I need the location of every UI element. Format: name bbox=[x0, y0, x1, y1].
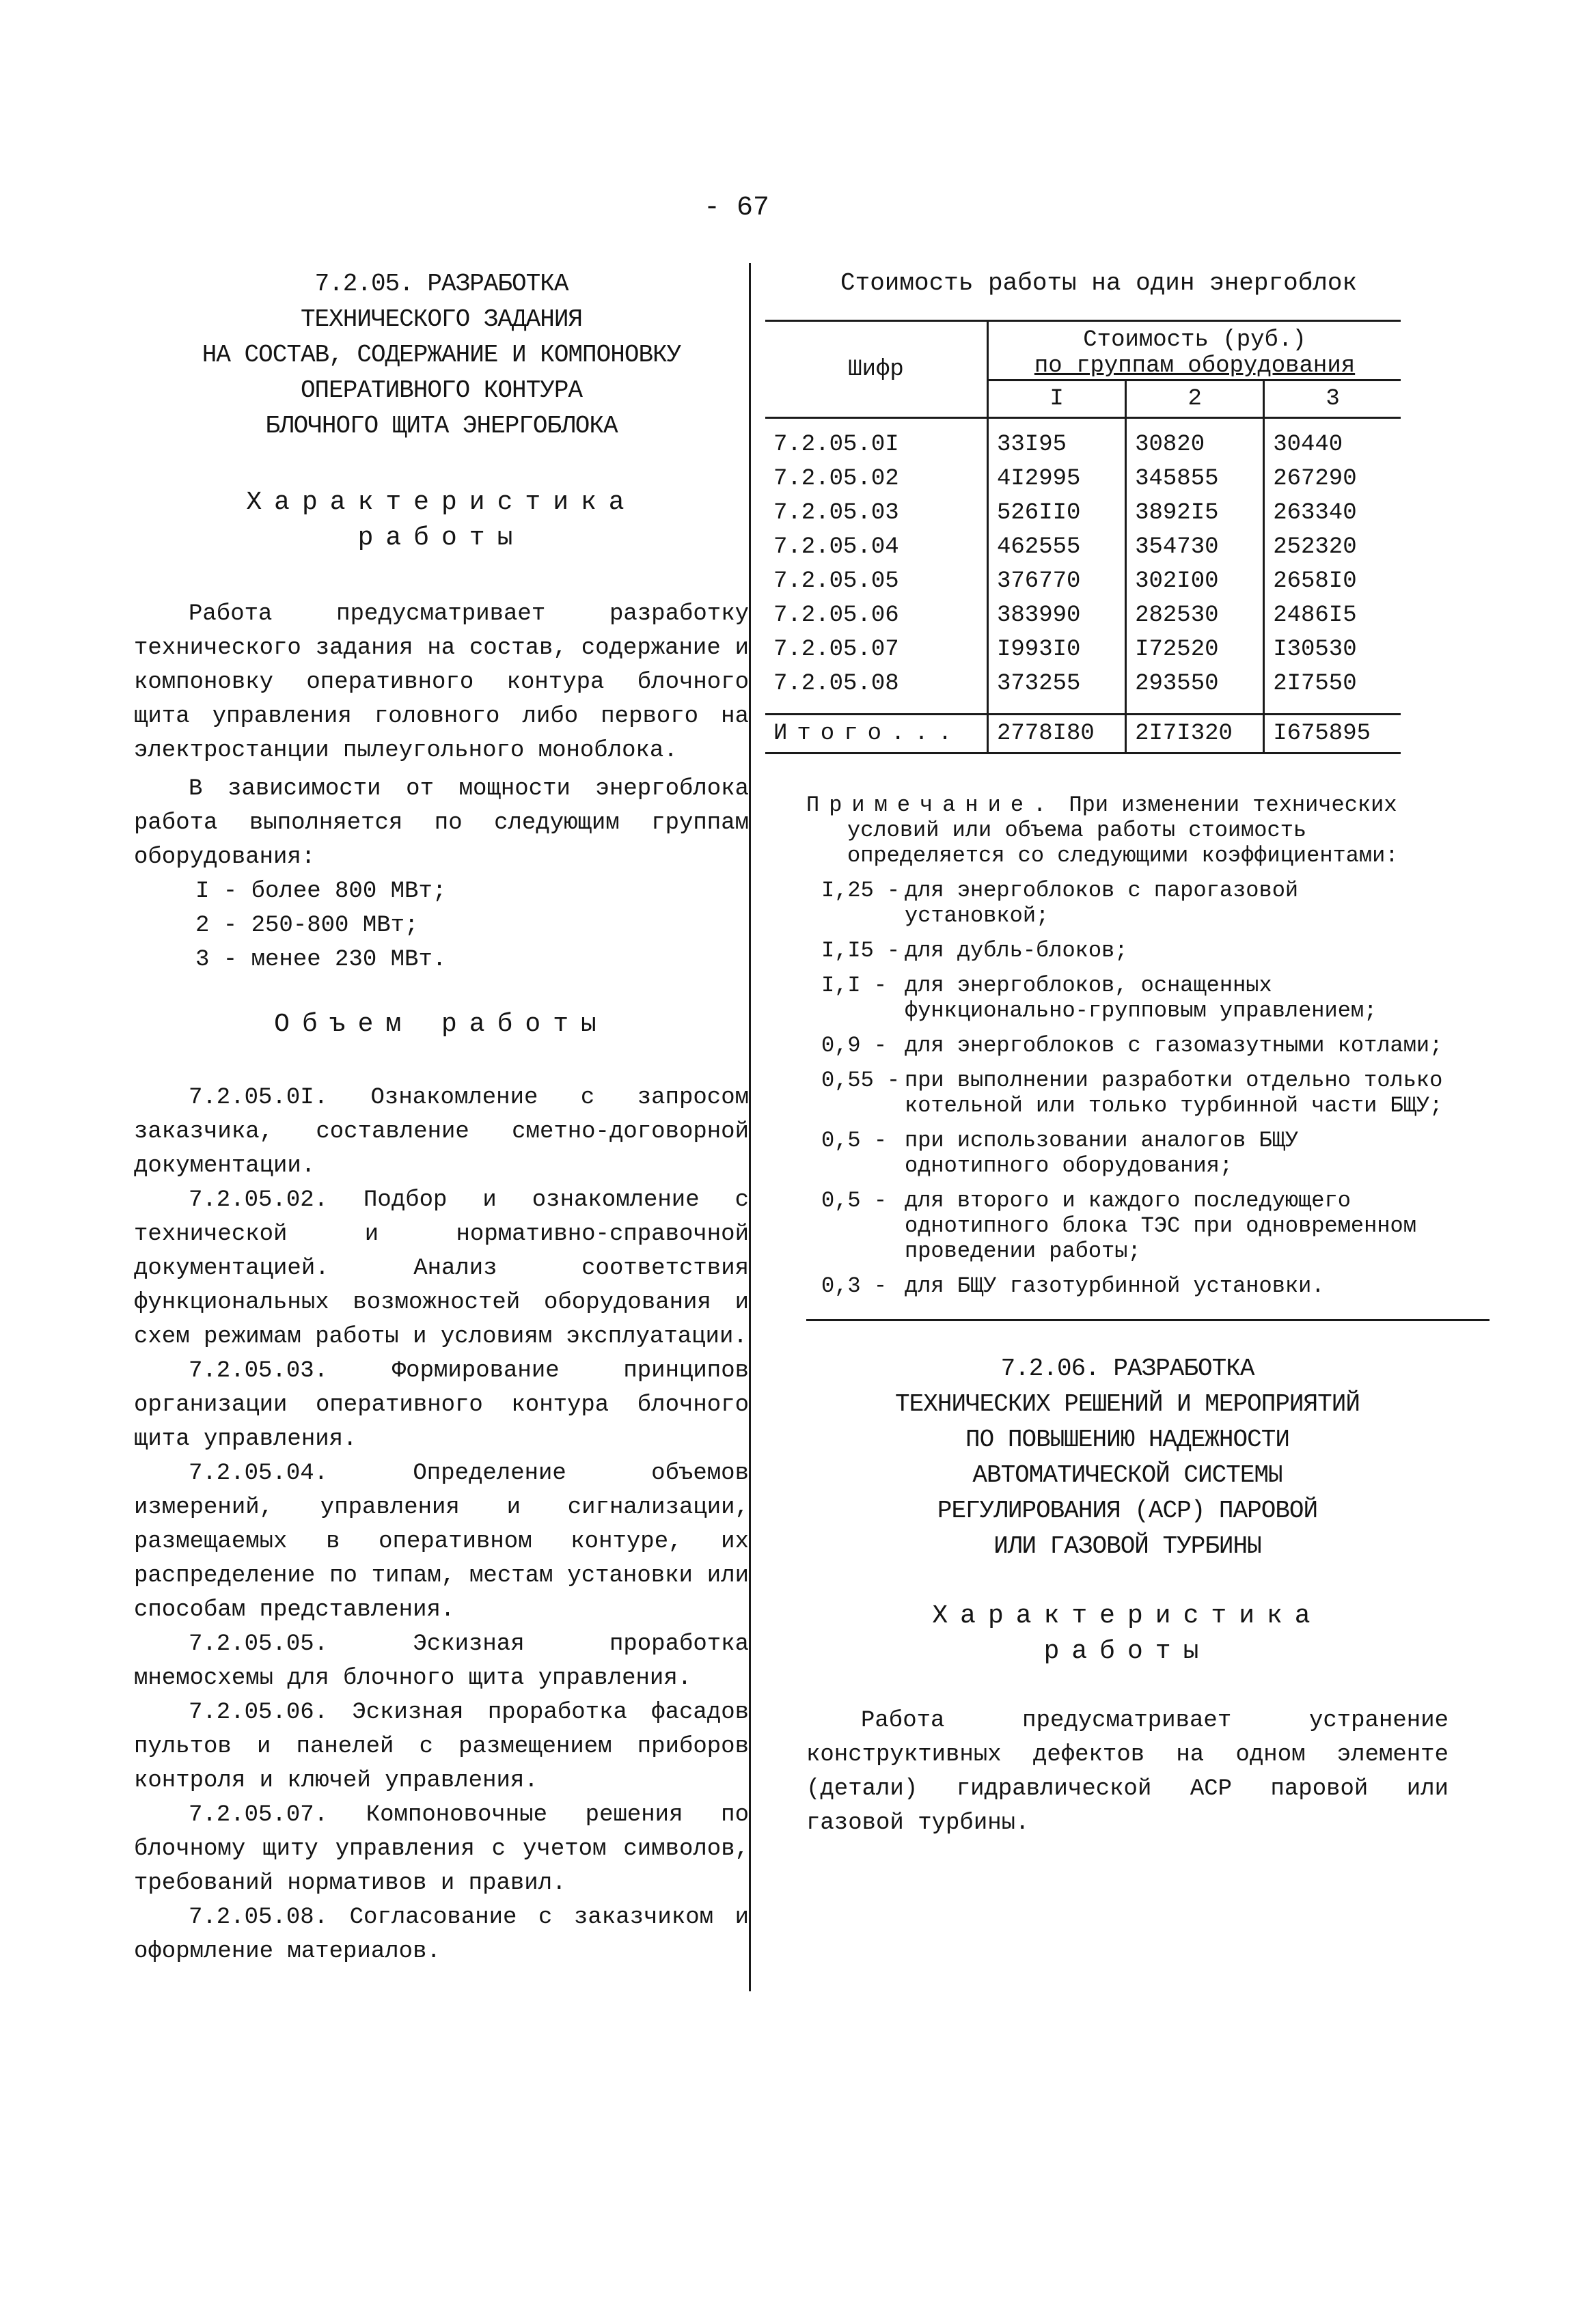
cell-value: 263340 bbox=[1264, 496, 1401, 530]
cell-value: 2I7550 bbox=[1264, 667, 1401, 701]
characteristic-heading: Характеристика bbox=[246, 488, 637, 517]
cell-value: 30440 bbox=[1264, 428, 1401, 462]
cell-value: 376770 bbox=[988, 564, 1126, 598]
title-line: 7.2.05. РАЗРАБОТКА bbox=[314, 270, 568, 298]
table-row bbox=[765, 667, 1401, 701]
cell-value: 345855 bbox=[1126, 462, 1264, 496]
coefficient-item bbox=[821, 1068, 1449, 1118]
note-text: При изменении технических условий или объема работы стоимость определяется со следующими коэффициентами: bbox=[847, 792, 1399, 868]
coefficient-value: I,25 - bbox=[821, 878, 901, 903]
work-item: 7.2.05.0I. Ознакомление с запросом заказчика, составление сметно-договорной документации. bbox=[134, 1085, 749, 1179]
row-code: 7.2.05.02 bbox=[773, 465, 899, 492]
title-line: НА СОСТАВ, СОДЕРЖАНИЕ И КОМПОНОВКУ bbox=[202, 341, 681, 369]
coefficient-item bbox=[821, 1128, 1449, 1178]
coefficient-value: 0,5 - bbox=[821, 1128, 888, 1153]
coefficient-value: I,I5 - bbox=[821, 938, 901, 963]
total-row bbox=[765, 715, 1401, 753]
cell-value: I72520 bbox=[1126, 633, 1264, 667]
title-line: 7.2.06. РАЗРАБОТКА bbox=[1000, 1355, 1254, 1383]
coefficient-item bbox=[821, 938, 1449, 963]
section-title-7-2-05 bbox=[134, 266, 749, 444]
cell-value: 354730 bbox=[1126, 530, 1264, 564]
coefficient-text: для БЩУ газотурбинной установки. bbox=[905, 1273, 1325, 1299]
cell-value: 30820 bbox=[1126, 428, 1264, 462]
note-block bbox=[765, 792, 1449, 1299]
coefficient-text: при выполнении разработки отдельно только котельной или только турбинной части БЩУ; bbox=[905, 1068, 1443, 1118]
coefficient-item bbox=[821, 1188, 1449, 1264]
row-code: 7.2.05.03 bbox=[773, 499, 899, 526]
table-row bbox=[765, 428, 1401, 462]
cell-value: 302I00 bbox=[1126, 564, 1264, 598]
coefficient-item bbox=[821, 973, 1449, 1023]
cell-value: I30530 bbox=[1264, 633, 1401, 667]
cell-value: 526II0 bbox=[988, 496, 1126, 530]
cell-value: 2658I0 bbox=[1264, 564, 1401, 598]
title-line: РЕГУЛИРОВАНИЯ (АСР) ПАРОВОЙ bbox=[937, 1497, 1318, 1525]
total-label: Итого... bbox=[765, 715, 988, 753]
coefficient-value: 0,9 - bbox=[821, 1033, 888, 1058]
title-line: АВТОМАТИЧЕСКОЙ СИСТЕМЫ bbox=[972, 1461, 1282, 1489]
cost-header-title: Стоимость (руб.) bbox=[1083, 327, 1306, 353]
title-line: ИЛИ ГАЗОВОЙ ТУРБИНЫ bbox=[993, 1532, 1261, 1560]
cost-header-subtitle: по группам оборудования bbox=[1034, 353, 1356, 379]
cell-value: 3892I5 bbox=[1126, 496, 1264, 530]
column-header-cost bbox=[988, 321, 1401, 381]
cell-value: 267290 bbox=[1264, 462, 1401, 496]
row-code: 7.2.05.06 bbox=[773, 602, 899, 628]
row-code: 7.2.05.07 bbox=[773, 636, 899, 663]
cell-value: 373255 bbox=[988, 667, 1126, 701]
coefficient-item bbox=[821, 878, 1449, 928]
cell-value: 2486I5 bbox=[1264, 598, 1401, 633]
table-row bbox=[765, 462, 1401, 496]
work-item: 7.2.05.07. Компоновочные решения по блочному щиту управления с учетом символов, требований нормативов и правил. bbox=[134, 1802, 749, 1896]
work-item: 7.2.05.04. Определение объемов измерений, управления и сигнализации, размещаемых в оперативном контуре, их распределение по типам, местам установки или способам представления. bbox=[134, 1461, 749, 1623]
table-row bbox=[765, 598, 1401, 633]
title-line: ТЕХНИЧЕСКИХ РЕШЕНИЙ И МЕРОПРИЯТИЙ bbox=[895, 1390, 1360, 1418]
work-item: 7.2.05.08. Согласование с заказчиком и оформление материалов. bbox=[134, 1905, 749, 1965]
row-code: 7.2.05.08 bbox=[773, 670, 899, 697]
left-column bbox=[134, 266, 749, 1969]
coefficient-value: I,I - bbox=[821, 973, 888, 998]
coefficient-item bbox=[821, 1033, 1449, 1058]
section-title-7-2-06 bbox=[806, 1351, 1449, 1564]
table-row bbox=[765, 564, 1401, 598]
column-header-group: 3 bbox=[1264, 381, 1401, 418]
coefficient-text: для энергоблоков, оснащенных функционально-групповым управлением; bbox=[905, 973, 1377, 1023]
coefficient-text: для энергоблоков с парогазовой установкой; bbox=[905, 878, 1299, 928]
table-row bbox=[765, 633, 1401, 667]
cell-value: 252320 bbox=[1264, 530, 1401, 564]
characteristic-heading-2: работы bbox=[1043, 1637, 1211, 1666]
total-value: 2I7I320 bbox=[1126, 715, 1264, 753]
page-number: - 67 bbox=[704, 193, 770, 223]
work-item: 7.2.05.03. Формирование принципов организации оперативного контура блочного щита управления. bbox=[134, 1358, 749, 1452]
cell-value: 33I95 bbox=[988, 428, 1126, 462]
note-label: Примечание. bbox=[806, 792, 1056, 818]
list-item: I - более 800 МВт; bbox=[195, 879, 447, 904]
title-line: ОПЕРАТИВНОГО КОНТУРА bbox=[300, 376, 583, 404]
work-item: 7.2.05.06. Эскизная проработка фасадов пультов и панелей с размещением приборов контроля и ключей управления. bbox=[134, 1700, 749, 1794]
cell-value: 293550 bbox=[1126, 667, 1264, 701]
row-code: 7.2.05.0I bbox=[773, 431, 899, 458]
cell-value: I993I0 bbox=[988, 633, 1126, 667]
title-line: БЛОЧНОГО ЩИТА ЭНЕРГОБЛОКА bbox=[265, 412, 618, 440]
coefficient-item bbox=[821, 1273, 1449, 1299]
cell-value: 462555 bbox=[988, 530, 1126, 564]
column-header-group: I bbox=[988, 381, 1126, 418]
list-item: 3 - менее 230 МВт. bbox=[195, 947, 447, 973]
coefficient-value: 0,3 - bbox=[821, 1273, 888, 1299]
table-row bbox=[765, 530, 1401, 564]
total-value: I675895 bbox=[1264, 715, 1401, 753]
title-line: ТЕХНИЧЕСКОГО ЗАДАНИЯ bbox=[300, 305, 583, 333]
cell-value: 282530 bbox=[1126, 598, 1264, 633]
equipment-groups-list bbox=[134, 874, 749, 977]
characteristic-heading-2: работы bbox=[357, 523, 525, 553]
cell-value: 4I2995 bbox=[988, 462, 1126, 496]
coefficient-text: для второго и каждого последующего однотипного блока ТЭС при одновременном проведении работы; bbox=[905, 1188, 1416, 1264]
list-item: 2 - 250-800 МВт; bbox=[195, 913, 419, 939]
work-item: 7.2.05.02. Подбор и ознакомление с технической и нормативно-справочной документацией. Анализ соответствия функциональных возможностей оборудования и схем режимам работы и условиям эксплуатации. bbox=[134, 1187, 749, 1350]
row-code: 7.2.05.04 bbox=[773, 534, 899, 560]
work-item: 7.2.05.05. Эскизная проработка мнемосхемы для блочного щита управления. bbox=[134, 1631, 749, 1691]
coefficient-value: 0,55 - bbox=[821, 1068, 901, 1093]
coefficient-value: 0,5 - bbox=[821, 1188, 888, 1213]
title-line: ПО ПОВЫШЕНИЮ НАДЕЖНОСТИ bbox=[965, 1426, 1289, 1454]
characteristic-heading: Характеристика bbox=[932, 1601, 1323, 1631]
total-value: 2778I80 bbox=[988, 715, 1126, 753]
work-description: Работа предусматривает устранение конструктивных дефектов на одном элементе (детали) гидравлической АСР паровой или газовой турбины. bbox=[806, 1708, 1449, 1836]
column-divider bbox=[749, 263, 751, 1991]
coefficient-text: для дубль-блоков; bbox=[905, 938, 1128, 963]
coefficient-text: при использовании аналогов БЩУ однотипного оборудования; bbox=[905, 1128, 1299, 1178]
work-description: Работа предусматривает разработку технического задания на состав, содержание и компоновку оперативного контура блочного щита управления головного либо первого на электростанции пылеугольного моноблока. bbox=[134, 601, 749, 764]
column-header-group: 2 bbox=[1126, 381, 1264, 418]
right-column bbox=[765, 266, 1449, 1840]
note-intro bbox=[806, 792, 1449, 868]
cell-value: 383990 bbox=[988, 598, 1126, 633]
volume-heading: Объем работы bbox=[274, 1010, 609, 1039]
column-header-code: Шифр bbox=[765, 321, 988, 418]
row-code: 7.2.05.05 bbox=[773, 568, 899, 594]
groups-intro: В зависимости от мощности энергоблока работа выполняется по следующим группам оборудования: bbox=[134, 776, 749, 870]
table-caption: Стоимость работы на один энергоблок bbox=[840, 269, 1358, 297]
cost-table bbox=[765, 320, 1401, 754]
coefficient-text: для энергоблоков с газомазутными котлами; bbox=[905, 1033, 1443, 1058]
table-row bbox=[765, 496, 1401, 530]
